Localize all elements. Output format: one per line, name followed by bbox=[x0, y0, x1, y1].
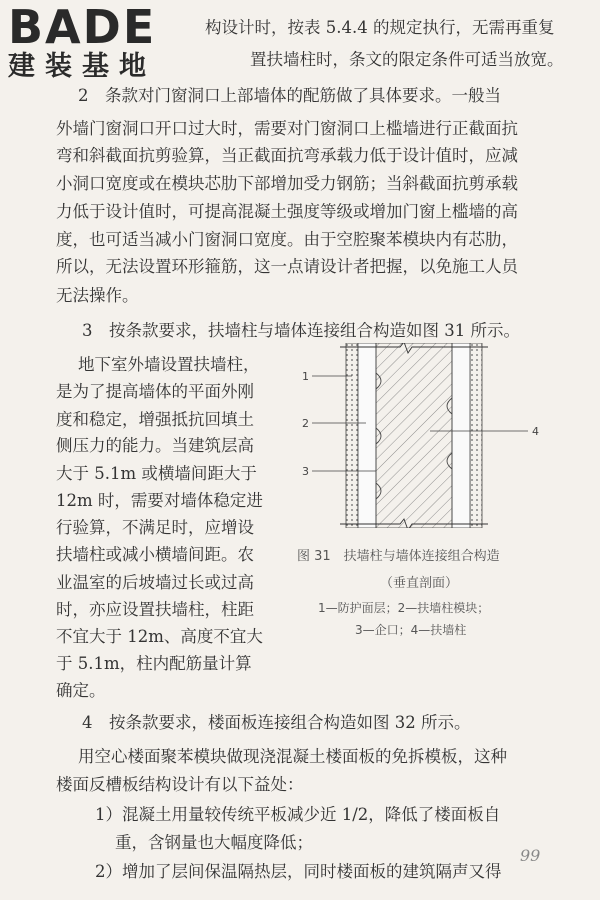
text-line: 楼面反槽板结构设计有以下益处： bbox=[56, 775, 304, 794]
text-line: 弯和斜截面抗剪验算，当正截面抗弯承载力低于设计值时，应减 bbox=[56, 146, 518, 165]
wall-section-svg bbox=[300, 343, 560, 528]
protective-layer-left bbox=[346, 343, 358, 528]
text-line: 2 条款对门窗洞口上部墙体的配筋做了具体要求。一般当 bbox=[78, 86, 501, 105]
page-number: 99 bbox=[520, 846, 541, 865]
text-line: 是为了提高墙体的平面外刚 bbox=[56, 382, 254, 401]
label-2: 2 bbox=[302, 417, 309, 430]
text-line: 不宜大于 12m、高度不宜大 bbox=[56, 627, 263, 646]
text-line: 无法操作。 bbox=[56, 286, 139, 305]
watermark-logo bbox=[8, 0, 157, 82]
text-line: 扶墙柱或减小横墙间距。农 bbox=[56, 545, 254, 564]
text-line: 所以，无法设置环形箍筋，这一点请设计者把握，以免施工人员 bbox=[56, 257, 518, 276]
text-line: 于 5.1m，柱内配筋量计算 bbox=[56, 654, 252, 673]
label-1: 1 bbox=[302, 370, 309, 383]
text-line: 外墙门窗洞口开口过大时，需要对门窗洞口上槛墙进行正截面抗 bbox=[56, 119, 518, 138]
figure-legend-line-1: 1—防护面层；2—扶墙柱模块； bbox=[318, 601, 490, 615]
text-line: 大于 5.1m 或横墙间距大于 bbox=[56, 464, 257, 483]
text-line: 12m 时，需要对墙体稳定进 bbox=[56, 491, 263, 510]
pilaster-module-right bbox=[452, 343, 470, 528]
figure-31-diagram bbox=[300, 343, 560, 528]
watermark-cjk: 建装基地 bbox=[8, 51, 156, 82]
text-line: 业温室的后坡墙过长或过高 bbox=[56, 573, 254, 592]
text-line: 3 按条款要求，扶墙柱与墙体连接组合构造如图 31 所示。 bbox=[82, 321, 520, 340]
text-line: 地下室外墙设置扶墙柱， bbox=[78, 355, 260, 374]
text-line: 用空心楼面聚苯模块做现浇混凝土楼面板的免拆模板，这种 bbox=[78, 747, 507, 766]
text-line: 小洞口宽度或在模块芯肋下部增加受力钢筋；当斜截面抗剪承载 bbox=[56, 174, 518, 193]
text-line: 构设计时，按表 5.4.4 的规定执行，无需再重复 bbox=[205, 18, 555, 37]
text-line: 置扶墙柱时，条文的限定条件可适当放宽。 bbox=[250, 50, 564, 69]
text-line: 力低于设计值时，可提高混凝土强度等级或增加门窗上槛墙的高 bbox=[56, 202, 518, 221]
text-line: 2）增加了层间保温隔热层，同时楼面板的建筑隔声又得 bbox=[95, 862, 502, 881]
text-line: 时，亦应设置扶墙柱，柱距 bbox=[56, 600, 254, 619]
text-line: 度，也可适当减小门窗洞口宽度。由于空腔聚苯模块内有芯肋， bbox=[56, 230, 518, 249]
text-line: 1）混凝土用量较传统平板减少近 1/2，降低了楼面板自 bbox=[95, 805, 501, 824]
watermark-latin: BADE bbox=[8, 0, 157, 54]
text-line: 重，含钢量也大幅度降低； bbox=[115, 833, 313, 852]
text-line: 行验算，不满足时，应增设 bbox=[56, 518, 254, 537]
text-line: 侧压力的能力。当建筑层高 bbox=[56, 436, 254, 455]
text-line: 确定。 bbox=[56, 681, 106, 700]
pilaster-core bbox=[376, 343, 452, 528]
text-line: 度和稳定，增强抵抗回填土 bbox=[56, 410, 254, 429]
pilaster-module-left bbox=[358, 343, 376, 528]
text-line: 4 按条款要求，楼面板连接组合构造如图 32 所示。 bbox=[82, 713, 471, 732]
label-3: 3 bbox=[302, 465, 309, 478]
label-4: 4 bbox=[532, 425, 539, 438]
figure-legend-line-2: 3—企口；4—扶墙柱 bbox=[355, 623, 467, 637]
figure-caption-subtitle: （垂直剖面） bbox=[380, 576, 459, 591]
protective-layer-right bbox=[470, 343, 482, 528]
figure-caption-title: 图 31 扶墙柱与墙体连接组合构造 bbox=[297, 549, 500, 564]
